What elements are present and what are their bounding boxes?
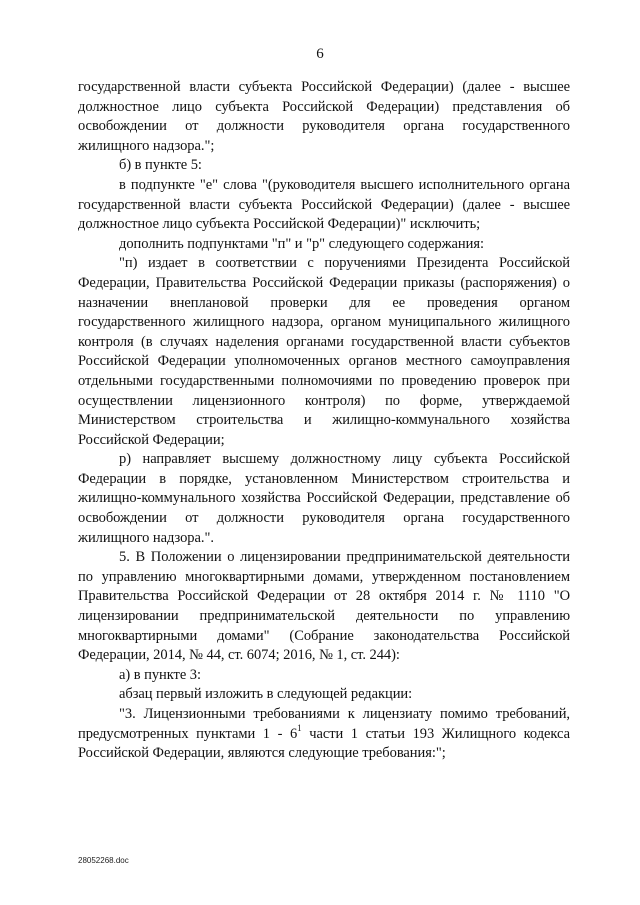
footer-filename: 28052268.doc [78,856,129,865]
paragraph-supplement: дополнить подпунктами "п" и "р" следующего содержания: [119,235,484,252]
paragraph-section-5: 5. В Положении о лицензировании предпринимательской деятельности по управлению многоквартирными домами, утвержденном постановлением Правительства Российской Федерации от 28 октября 2014 г. № 1110 "О лицензировании предпринимательской деятельности по управлению многоквартирными домами" (Собрание законодательства Российской Федерации, 2014, № 44, ст. 6074; 2016, № 1, ст. 244): [78,549,570,664]
paragraph-point-3-before: "3. Лицензионными требованиями к лицензиату помимо требований, предусмотренных пунктами 1 - 6 [78,706,570,742]
superscript-one: 1 [297,722,302,733]
paragraph-subitem-p: "п) издает в соответствии с поручениями Президента Российской Федерации, Правительства Российской Федерации приказы (распоряжения) о назначении внеплановой проверки для ее проведения органом государственного жилищного надзора, органом муниципального жилищного контроля (в случаях наделения органами государственной власти субъектов Российской Федерации уполномоченных органов местного самоуправления отдельными государственными полномочиями по проведению проверок при осуществлении лицензионного контроля) по форме, утверждаемой Министерством строительства и жилищно-коммунального хозяйства Российской Федерации; [78,255,570,448]
paragraph-point-3-after: части 1 статьи 193 Жилищного кодекса Российской Федерации, являются следующие требования:"; [78,725,570,762]
paragraph-continuation: государственной власти субъекта Российской Федерации) (далее - высшее должностное лицо субъекта Российской Федерации) представления об освобождении от должности руководителя органа государственного жилищного надзора."; [78,79,570,154]
paragraph-item-a: а) в пункте 3: [119,666,201,683]
page-number: 6 [316,46,324,62]
paragraph-first-abzac: абзац первый изложить в следующей редакции: [119,686,413,703]
paragraph-subitem-e: в подпункте "е" слова "(руководителя высшего исполнительного органа государственной власти субъекта Российской Федерации) (далее - высшее должностное лицо субъекта Российской Федерации)" исключить; [78,176,570,233]
paragraph-subitem-r: р) направляет высшему должностному лицу субъекта Российской Федерации в порядке, установленном Министерством строительства и жилищно-коммунального хозяйства Российской Федерации, представление об освобождении от должности руководителя органа государственного жилищного надзора.". [78,451,570,546]
document-body [78,78,570,764]
paragraph-point-3 [78,705,570,764]
paragraph-item-b: б) в пункте 5: [119,157,202,174]
